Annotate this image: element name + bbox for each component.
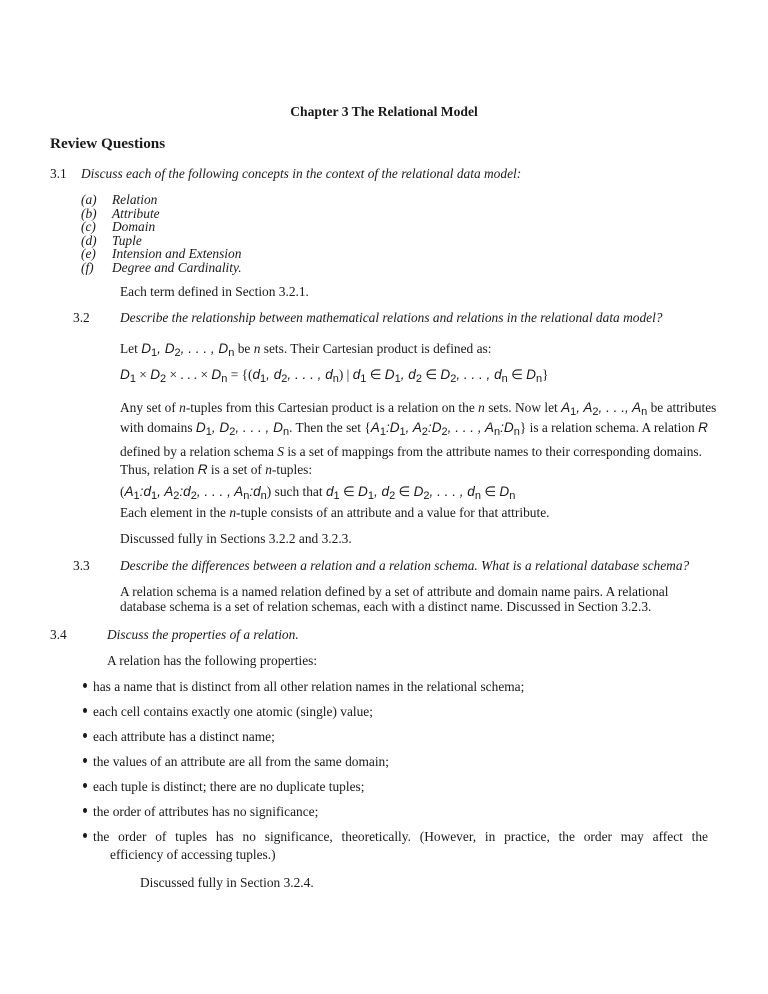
question-number: 3.4 — [50, 627, 67, 642]
list-item: the order of tuples has no significance, theoretically. (However, in practice, the order may affect the — [93, 829, 708, 844]
question-number: 3.2 — [73, 310, 90, 325]
cartesian-formula: $D_1 \times D_2$ × . . . × $D_n = \{(d_1$, $d_2$, . . . , $d_n$) | $d_1$ ∈ $D_1$, $d_2$ ∈ $D_2$, . . . , $d_n$ ∈ $D_n$} — [120, 367, 549, 385]
list-item: the order of attributes has no significance; — [93, 804, 319, 819]
answer-text: A relation schema is a named relation defined by a set of attribute and domain name pairs. A relational — [120, 584, 669, 599]
answer-text: database schema is a set of relation schemas, each with a distinct name. Discussed in Section 3.2.3. — [120, 599, 652, 614]
question-number: 3.1 — [50, 166, 67, 181]
list-item: the values of an attribute are all from the same domain; — [93, 754, 389, 769]
question-number: 3.3 — [73, 558, 90, 573]
bullet-icon — [83, 683, 87, 688]
list-item: has a name that is distinct from all other relation names in the relational schema; — [93, 679, 525, 694]
question-prompt: Describe the differences between a relation and a relation schema. What is a relational database schema? — [120, 558, 690, 573]
question-prompt: Discuss each of the following concepts in the context of the relational data model: — [81, 166, 522, 181]
list-item: each tuple is distinct; there are no duplicate tuples; — [93, 779, 365, 794]
list-label: (e) — [81, 246, 96, 261]
paragraph-line: Thus, relation R is a set of n-tuples: — [120, 462, 313, 477]
list-item: each attribute has a distinct name; — [93, 729, 275, 744]
list-item: Attribute — [112, 205, 160, 221]
bullet-icon — [83, 758, 87, 763]
list-item: Tuple — [112, 232, 142, 248]
list-label: (a) — [81, 192, 97, 207]
list-label: (d) — [81, 232, 97, 248]
bullet-icon — [83, 733, 87, 738]
paragraph-line: with domains $D_1$, $D_2$, . . . , $D_n$. Then the set {$A_1:D_1$, $A_2:D_2$, . . . , $A_n:D_n$} is a relation schema. A relation R — [120, 420, 708, 438]
answer-text: Discussed fully in Sections 3.2.2 and 3.2.3. — [120, 531, 352, 546]
list-item: Domain — [112, 219, 156, 234]
question-prompt: Describe the relationship between mathematical relations and relations in the relational data model? — [120, 310, 663, 325]
list-label: (c) — [81, 219, 96, 234]
list-label: (b) — [81, 205, 97, 221]
bullet-icon — [83, 708, 87, 713]
cartesian-intro: Let $D_1$, $D_2$, . . . , $D_n$ be n sets. Their Cartesian product is defined as: — [120, 341, 492, 359]
bullet-icon — [83, 833, 87, 838]
list-label: (f) — [81, 259, 94, 275]
question-prompt: Discuss the properties of a relation. — [107, 627, 299, 642]
paragraph-line: Any set of n-tuples from this Cartesian product is a relation on the n sets. Now let $A_1$, $A_2$, . . ., $A_n$ be attributes — [120, 400, 717, 418]
list-item-continuation: efficiency of accessing tuples.) — [110, 847, 276, 862]
list-item: each cell contains exactly one atomic (single) value; — [93, 704, 373, 719]
tuple-mapping-formula: ($A_1:d_1$, $A_2:d_2$, . . . , $A_n:d_n$) such that $d_1$ ∈ $D_1$, $d_2$ ∈ $D_2$, . . . , $d_n$ ∈ $D_n$ — [120, 484, 516, 502]
list-item: Relation — [112, 192, 158, 207]
paragraph-line: Each element in the n-tuple consists of an attribute and a value for that attribute. — [120, 505, 550, 520]
answer-text: Each term defined in Section 3.2.1. — [120, 284, 309, 299]
bullet-icon — [83, 808, 87, 813]
answer-text: Discussed fully in Section 3.2.4. — [140, 875, 314, 890]
list-item: Intension and Extension — [112, 246, 242, 261]
bullet-icon — [83, 783, 87, 788]
list-item: Degree and Cardinality. — [112, 259, 242, 275]
intro-text: A relation has the following properties: — [107, 653, 318, 668]
paragraph-line: defined by a relation schema S is a set of mappings from the attribute names to their corresponding domains. — [120, 444, 702, 459]
chapter-title: Chapter 3 The Relational Model — [290, 104, 478, 119]
section-heading: Review Questions — [50, 135, 166, 152]
